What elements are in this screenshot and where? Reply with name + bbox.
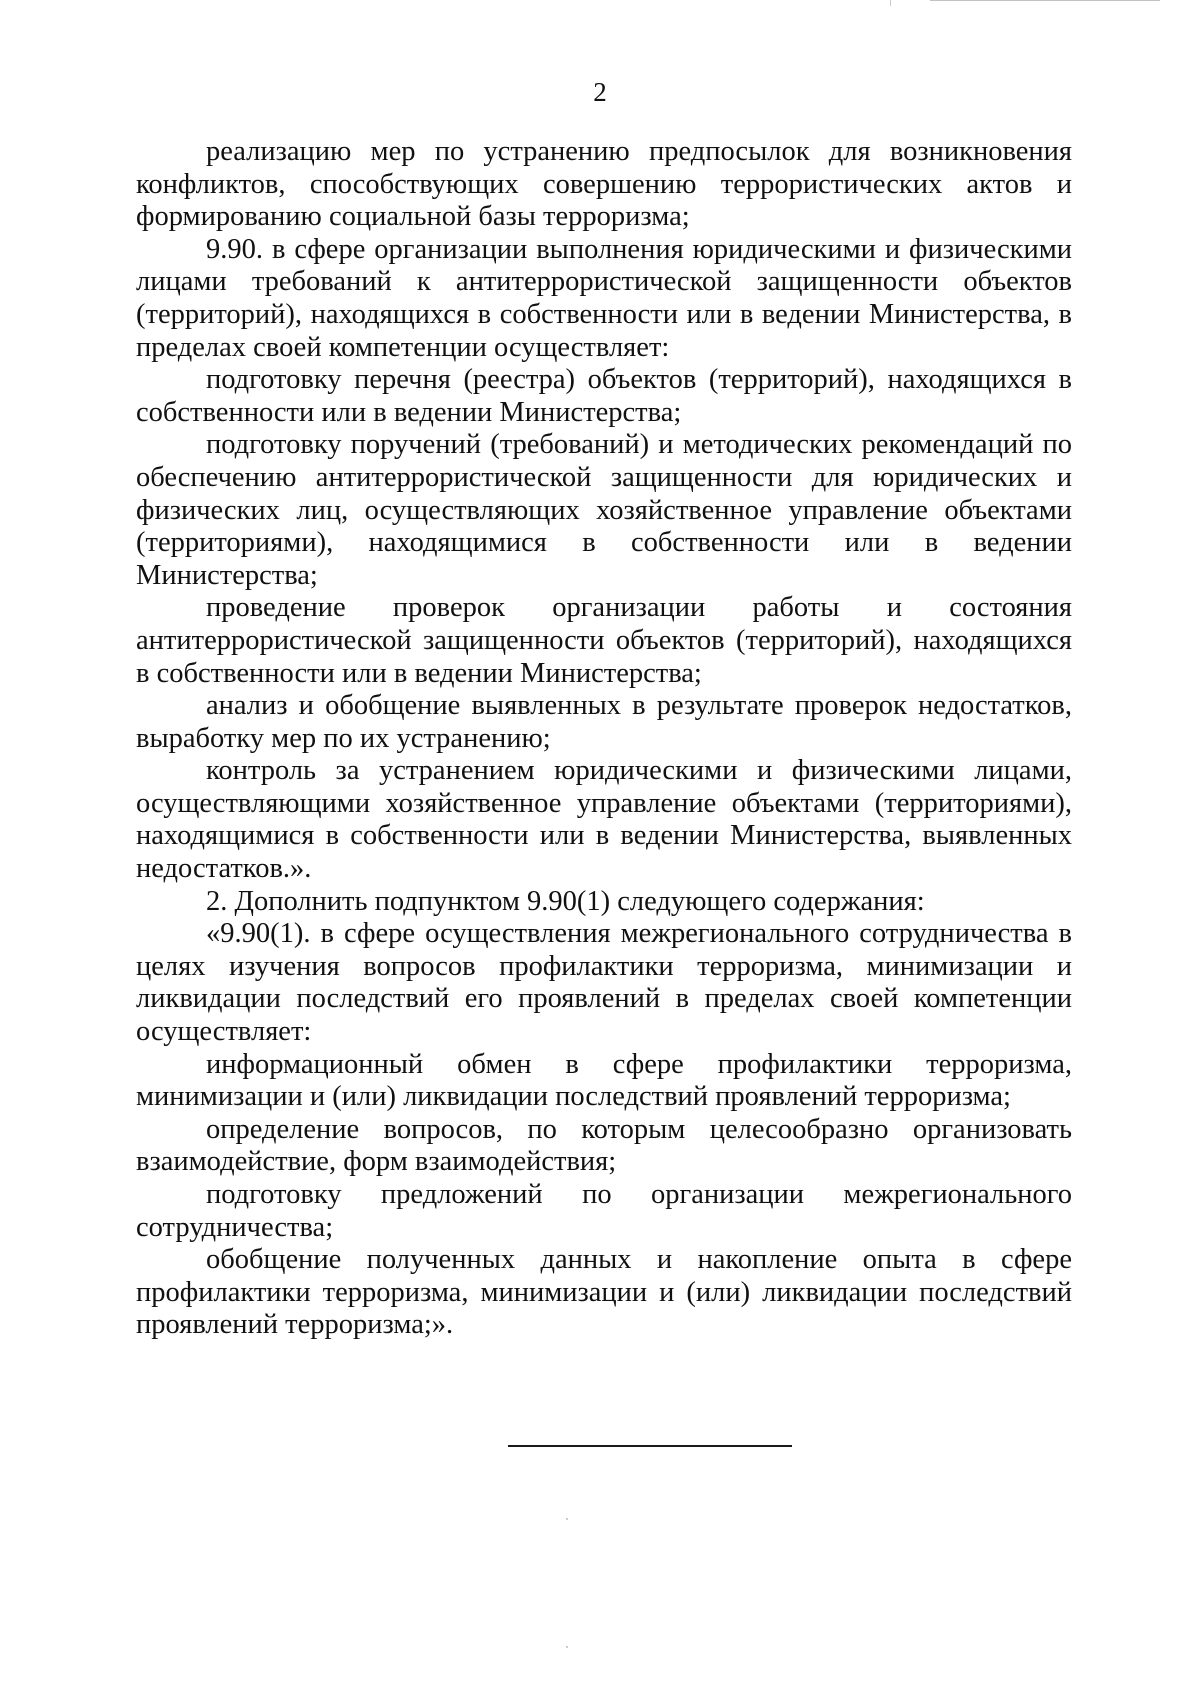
paragraph: проведение проверок организации работы и состояния антитеррористической защищенности объектов (территорий), находящихся в собственности или в ведении Министерства; bbox=[136, 592, 1072, 689]
document-body bbox=[136, 136, 1072, 1342]
paragraph: 2. Дополнить подпунктом 9.90(1) следующего содержания: bbox=[206, 885, 925, 917]
paragraph: анализ и обобщение выявленных в результате проверок недостатков, выработку мер по их устранению; bbox=[136, 690, 1072, 754]
scan-artifact bbox=[930, 0, 1160, 1]
page-number: 2 bbox=[593, 77, 607, 107]
paragraph: реализацию мер по устранению предпосылок для возникновения конфликтов, способствующих совершению террористических актов и формированию социальной базы терроризма; bbox=[136, 136, 1072, 233]
paragraph: подготовку перечня (реестра) объектов (территорий), находящихся в собственности или в ведении Министерства; bbox=[136, 364, 1072, 428]
paragraph: подготовку поручений (требований) и методических рекомендаций по обеспечению антитеррористической защищенности для юридических и физических лиц, осуществляющих хозяйственное управление объектами (территориями), находящимися в собственности или в ведении Министерства; bbox=[136, 429, 1072, 591]
paragraph: подготовку предложений по организации межрегионального сотрудничества; bbox=[136, 1179, 1072, 1243]
paragraph: «9.90(1). в сфере осуществления межрегионального сотрудничества в целях изучения вопросов профилактики терроризма, минимизации и ликвидации последствий его проявлений в пределах своей компетенции осуществляет: bbox=[136, 918, 1072, 1048]
scan-artifact bbox=[566, 1646, 568, 1648]
paragraph: обобщение полученных данных и накопление опыта в сфере профилактики терроризма, минимизации и (или) ликвидации последствий проявлений терроризма;». bbox=[136, 1244, 1072, 1341]
scan-artifact bbox=[890, 0, 891, 6]
paragraph: информационный обмен в сфере профилактики терроризма, минимизации и (или) ликвидации последствий проявлений терроризма; bbox=[136, 1048, 1072, 1113]
paragraph: контроль за устранением юридическими и физическими лицами, осуществляющими хозяйственное управление объектами (территориями), находящимися в собственности или в ведении Министерства, выявленных недостатков.». bbox=[136, 755, 1072, 885]
paragraph: определение вопросов, по которым целесообразно организовать взаимодействие, форм взаимодействия; bbox=[136, 1113, 1072, 1178]
paragraph: 9.90. в сфере организации выполнения юридическими и физическими лицами требований к антитеррористической защищенности объектов (территорий), находящихся в собственности или в ведении Министерства, в пределах своей компетенции осуществляет: bbox=[136, 233, 1072, 363]
scan-artifact bbox=[566, 1518, 568, 1520]
closing-rule-line bbox=[508, 1445, 792, 1447]
